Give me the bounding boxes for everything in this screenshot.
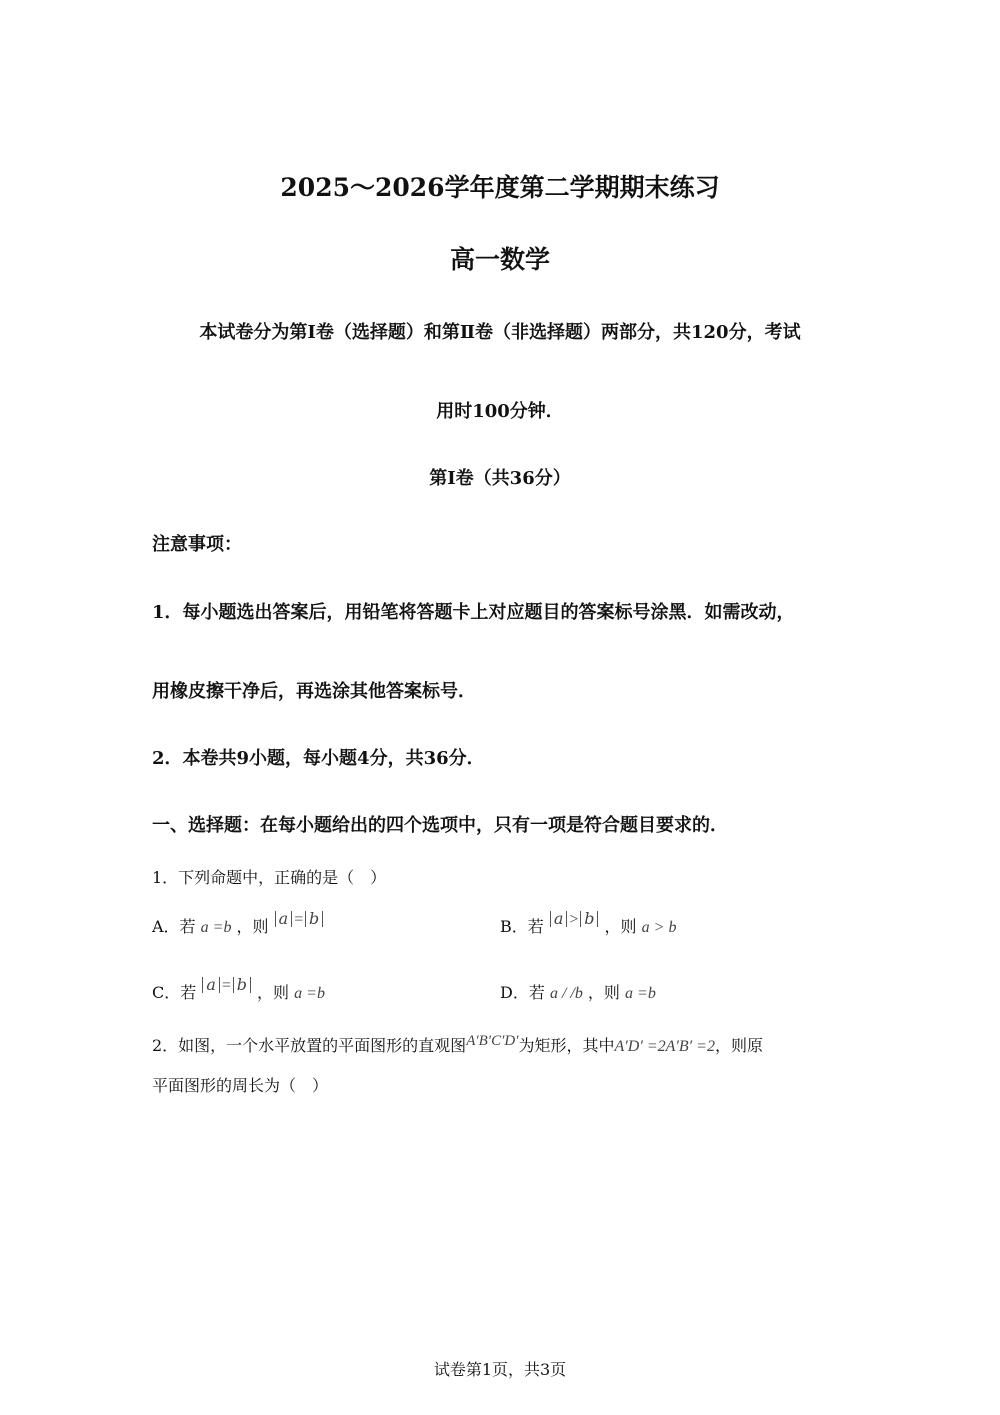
q1-option-c — [152, 975, 325, 1003]
q1-c-mid: ，则 — [257, 983, 290, 1002]
q1-b-res: a > b — [641, 919, 677, 936]
q2-figure-name: A′B′C′D′ — [466, 1033, 519, 1049]
q1-c-label: C．若 — [152, 983, 197, 1002]
q1-a-cond: a =b — [200, 919, 232, 936]
q2-stem-line1 — [152, 1033, 763, 1056]
q1-c-cond-a: a — [202, 977, 220, 993]
q1-b-mid: ，则 — [604, 917, 637, 936]
exam-intro-line2: 用时100分钟． — [436, 401, 564, 422]
q1-a-res-eq: = — [293, 911, 304, 928]
volume-title: 第Ⅰ卷（共36分） — [429, 468, 571, 489]
q1-option-d — [500, 980, 656, 1003]
exam-title: 2025～2026学年度第二学期期末练习 — [280, 173, 720, 202]
q1-c-cond-b: b — [233, 977, 251, 993]
note-item1-line2: 用橡皮擦干净后，再选涂其他答案标号． — [152, 681, 476, 702]
q2-stem-post: ，则原 — [714, 1036, 763, 1055]
q1-d-mid: ，则 — [587, 983, 620, 1002]
exam-subject: 高一数学 — [449, 245, 550, 274]
note-item1-line1: 1．每小题选出答案后，用铅笔将答题卡上对应题目的答案标号涂黑．如需改动， — [152, 602, 795, 623]
q1-d-res: a =b — [625, 985, 656, 1002]
notes-heading: 注意事项： — [152, 534, 242, 555]
q1-b-cond-b: b — [580, 911, 598, 927]
q1-a-mid: ，则 — [236, 917, 269, 936]
q2-stem-mid: 为矩形，其中 — [518, 1036, 615, 1055]
section-heading: 一、选择题：在每小题给出的四个选项中，只有一项是符合题目要求的． — [152, 815, 728, 836]
q1-b-cond-a: a — [550, 911, 568, 927]
q1-a-res-a: a — [275, 911, 293, 927]
q1-option-b — [500, 909, 677, 937]
q1-d-cond: a / /b — [549, 985, 583, 1002]
q2-stem-pre: 2．如图，一个水平放置的平面图形的直观图 — [152, 1036, 467, 1055]
q2-equation: A′D′ =2A′B′ =2 — [614, 1038, 715, 1055]
exam-intro-line1: 本试卷分为第Ⅰ卷（选择题）和第Ⅱ卷（非选择题）两部分，共120分，考试 — [199, 322, 801, 343]
q1-d-label: D．若 — [500, 983, 545, 1002]
q1-c-res: a =b — [294, 985, 325, 1002]
q1-b-label: B．若 — [500, 917, 544, 936]
q1-stem: 1．下列命题中，正确的是（ ） — [152, 868, 387, 887]
q1-b-cond-op: > — [568, 911, 580, 928]
q2-stem-line2: 平面图形的周长为（ ） — [152, 1076, 329, 1095]
page-footer: 试卷第1页，共3页 — [433, 1360, 567, 1379]
q1-c-cond-op: = — [220, 977, 232, 994]
q1-a-res-b: b — [305, 911, 323, 927]
q1-a-label: A．若 — [152, 917, 196, 936]
q1-option-a — [152, 909, 324, 937]
note-item2: 2．本卷共9小题，每小题4分，共36分． — [152, 748, 485, 769]
